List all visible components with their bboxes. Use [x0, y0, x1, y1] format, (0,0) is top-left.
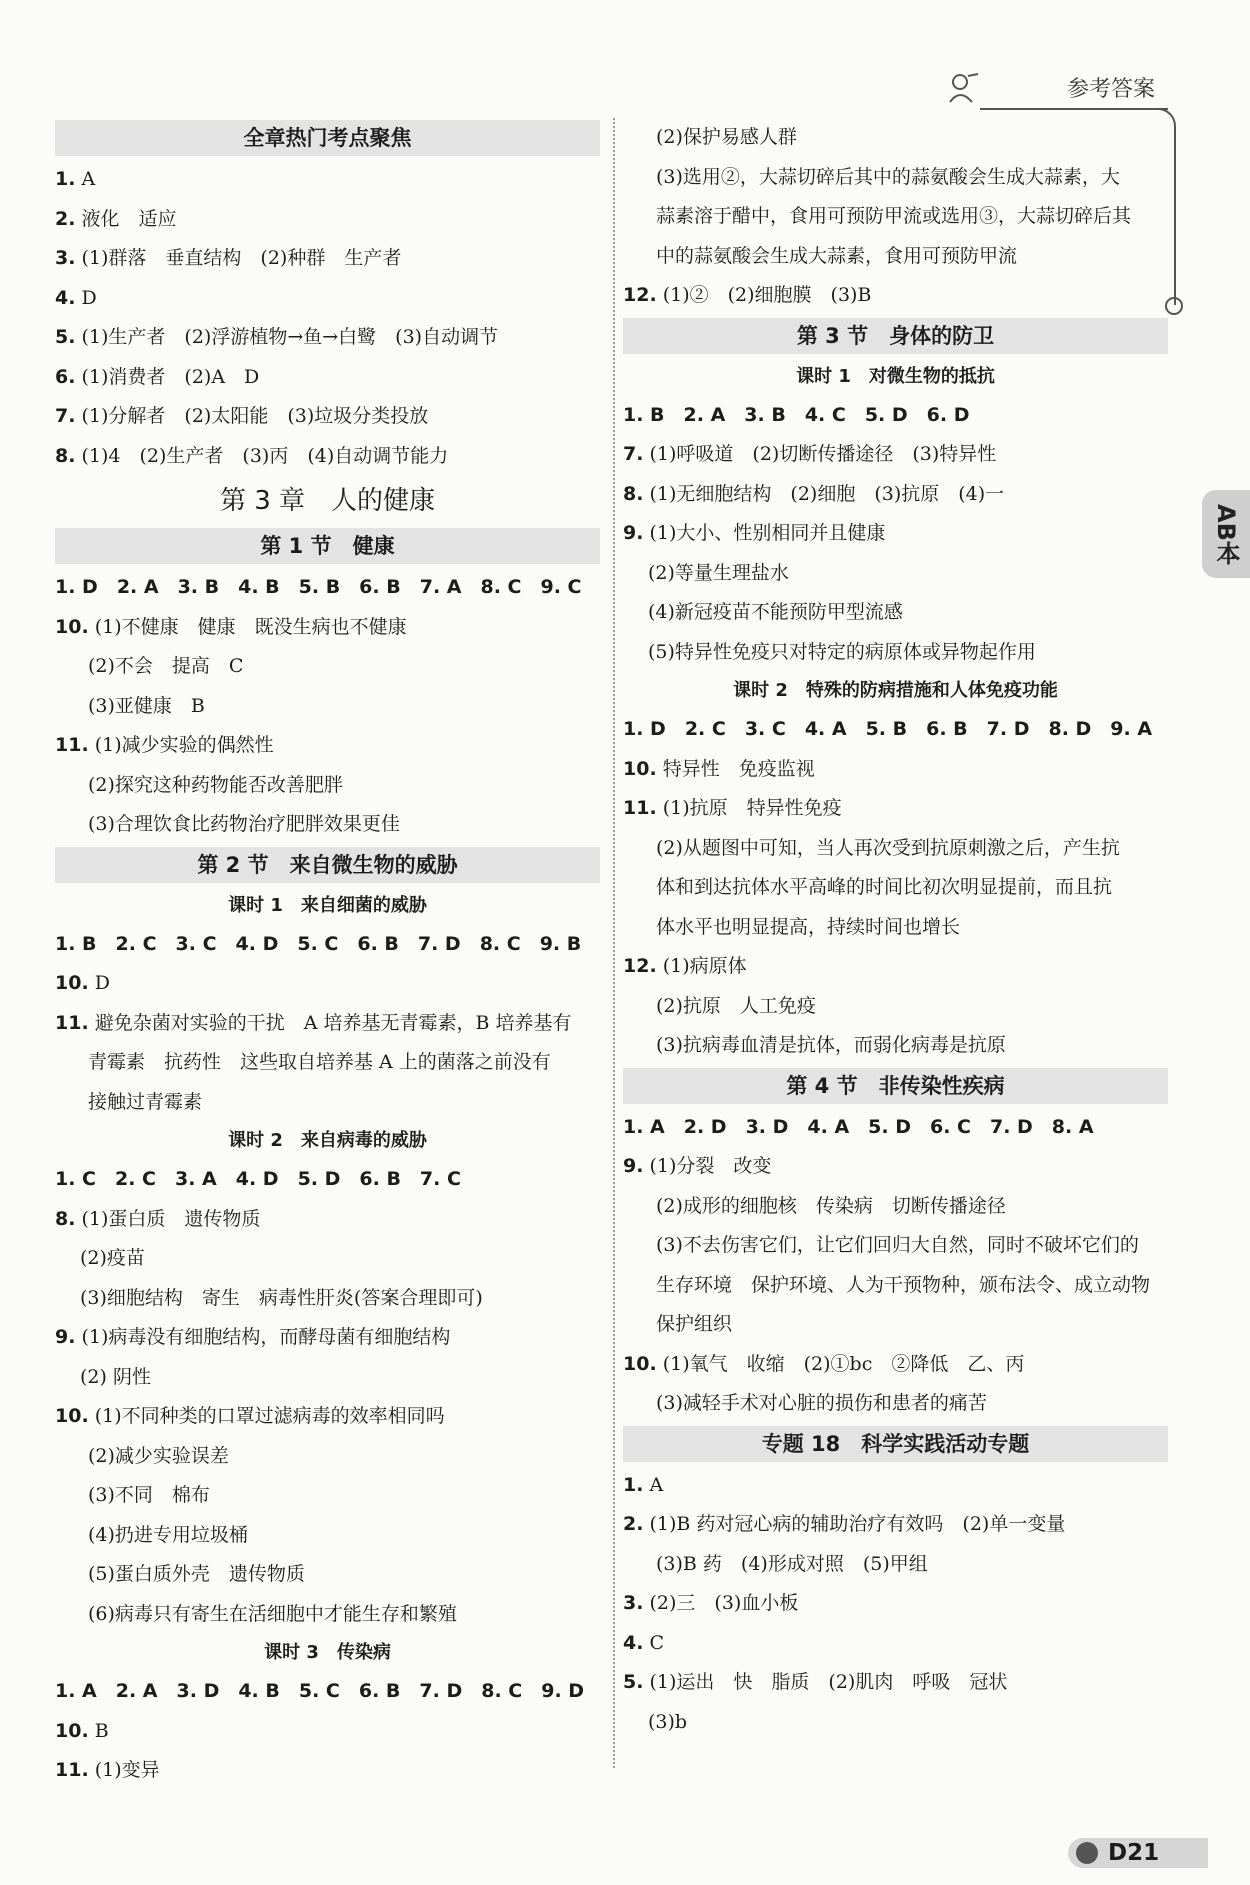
student-icon: [948, 70, 982, 104]
answer-line: [623, 237, 1168, 277]
answer-line: [55, 1239, 600, 1279]
answer-text: 1. A 2. D 3. D 4. A 5. D 6. C 7. D 8. A: [623, 1115, 1094, 1138]
answer-line: [55, 1279, 600, 1319]
answer-text: 1. A 2. A 3. D 4. B 5. C 6. B 7. D 8. C 9. D: [55, 1680, 585, 1702]
answer-line: [55, 1516, 600, 1556]
answer-text: (1)运出 快 脂质 (2)肌肉 呼吸 冠状: [649, 1671, 1008, 1693]
answer-line: [623, 750, 1168, 790]
answer-line: [55, 358, 600, 398]
answer-line: [623, 1584, 1168, 1624]
answer-text: C: [649, 1631, 665, 1654]
question-number: 10.: [55, 972, 89, 994]
question-number: 5.: [55, 326, 76, 348]
question-number: 11.: [623, 797, 657, 819]
answer-line: [55, 1555, 600, 1595]
answer-line: [623, 396, 1168, 436]
answer-text: A: [81, 168, 96, 190]
answer-text: B: [94, 1719, 109, 1742]
answer-line: [55, 279, 600, 319]
answer-text: (1)病原体: [662, 955, 747, 977]
answer-line: [55, 1043, 600, 1083]
answer-line: [55, 1397, 600, 1437]
answer-text: (2)不会 提高 C: [88, 655, 244, 677]
question-number: 12.: [623, 284, 657, 306]
answer-text: (4)扔进专用垃圾桶: [88, 1523, 248, 1546]
answer-line: [623, 829, 1168, 869]
answer-line: [623, 1026, 1168, 1066]
answer-line: [55, 805, 600, 845]
answer-line: [55, 726, 600, 766]
answer-line: [623, 475, 1168, 515]
answer-text: 保护组织: [656, 1313, 733, 1335]
answer-line: [623, 633, 1168, 673]
question-number: 9.: [623, 1155, 644, 1177]
left-column: [55, 118, 600, 1791]
lesson-heading: 课时 2 特殊的防病措施和人体免疫功能: [733, 680, 1058, 701]
answer-text: (3)合理饮食比药物治疗肥胖效果更佳: [88, 813, 400, 835]
answer-text: (2)三 (3)血小板: [649, 1592, 799, 1614]
answer-line: [55, 318, 600, 358]
answer-text: (1)无细胞结构 (2)细胞 (3)抗原 (4)一: [649, 482, 1005, 505]
answer-text: (1)不健康 健康 既没生病也不健康: [94, 615, 407, 638]
answer-text: (1)生产者 (2)浮游植物→鱼→白鹭 (3)自动调节: [81, 326, 499, 348]
answer-text: 生存环境 保护环境、人为干预物种，颁布法令、成立动物: [656, 1273, 1151, 1296]
answer-text: 青霉素 抗药性 这些取自培养基 A 上的菌落之前没有: [88, 1051, 551, 1073]
disc-icon: [1076, 1842, 1098, 1864]
answer-line: [55, 1200, 600, 1240]
answer-text: (1)不同种类的口罩过滤病毒的效率相同吗: [94, 1405, 445, 1427]
answer-text: (1)蛋白质 遗传物质: [81, 1207, 261, 1230]
answer-text: (1)② (2)细胞膜 (3)B: [662, 284, 872, 306]
answer-line: [55, 160, 600, 200]
header-label: 参考答案: [1066, 77, 1155, 102]
chapter-title: 第 3 章 人的健康: [219, 486, 436, 516]
question-number: 2.: [623, 1513, 644, 1535]
answer-text: (1)群落 垂直结构 (2)种群 生产者: [81, 247, 402, 269]
answer-text: 1. D 2. A 3. B 4. B 5. B 6. B 7. A 8. C 9. C: [55, 576, 582, 598]
answer-text: 1. D 2. C 3. C 4. A 5. B 6. B 7. D 8. D 9. A: [623, 718, 1153, 740]
answer-line: [623, 1108, 1168, 1148]
answer-text: 1. B 2. C 3. C 4. D 5. C 6. B 7. D 8. C 9. B: [55, 932, 582, 955]
question-number: 8.: [55, 1207, 76, 1230]
answer-line: [623, 554, 1168, 594]
answer-line: [55, 1004, 600, 1044]
answer-line: [623, 158, 1168, 198]
answer-text: (1)消费者 (2)A D: [81, 365, 260, 388]
answer-text: (2)成形的细胞核 传染病 切断传播途径: [656, 1194, 1006, 1217]
answer-line: [623, 868, 1168, 908]
answer-line: [623, 1226, 1168, 1266]
answer-line: [623, 435, 1168, 475]
section-heading: 第 2 节 来自微生物的威胁: [55, 847, 600, 883]
answer-line: [55, 608, 600, 648]
answer-line: [55, 437, 600, 477]
side-tab: AB本: [1202, 490, 1250, 578]
question-number: 10.: [55, 1405, 89, 1427]
answer-text: 液化 适应: [81, 207, 177, 230]
answer-text: (3)抗病毒血清是抗体，而弱化病毒是抗原: [656, 1034, 1006, 1056]
answer-line: [623, 1663, 1168, 1703]
answer-line: [55, 239, 600, 279]
answer-text: (6)病毒只有寄生在活细胞中才能生存和繁殖: [88, 1602, 457, 1625]
answer-text: (1)病毒没有细胞结构，而酵母菌有细胞结构: [81, 1326, 451, 1348]
page-number-badge: [1068, 1838, 1208, 1868]
answer-text: (2)从题图中可知，当人再次受到抗原刺激之后，产生抗: [656, 836, 1120, 859]
question-number: 6.: [55, 365, 76, 388]
question-number: 2.: [55, 207, 76, 230]
question-number: 10.: [55, 1719, 89, 1742]
answer-text: 体和到达抗体水平高峰的时间比初次明显提前，而且抗: [656, 876, 1113, 898]
answer-text: (3)B 药 (4)形成对照 (5)甲组: [656, 1552, 928, 1575]
question-number: 8.: [623, 482, 644, 505]
answer-text: (1)抗原 特异性免疫: [662, 797, 842, 819]
lesson-heading: 课时 2 来自病毒的威胁: [228, 1130, 427, 1151]
answer-text: (4)新冠疫苗不能预防甲型流感: [648, 601, 903, 623]
answer-line: [623, 1266, 1168, 1306]
answer-text: (3)亚健康 B: [88, 694, 205, 717]
answer-line: [623, 1187, 1168, 1227]
answer-text: (3)不同 棉布: [88, 1484, 210, 1506]
answer-text: (2)保护易感人群: [656, 126, 797, 148]
answer-line: [55, 1751, 600, 1791]
answer-text: 特异性 免疫监视: [662, 757, 815, 780]
answer-text: (1)大小、性别相同并且健康: [649, 522, 886, 544]
question-number: 7.: [55, 405, 76, 427]
answer-line: [623, 987, 1168, 1027]
question-number: 3.: [55, 247, 76, 269]
answer-line: [55, 397, 600, 437]
page-number: D21: [1108, 1840, 1160, 1866]
answer-text: 1. B 2. A 3. B 4. C 5. D 6. D: [623, 403, 970, 426]
answer-text: 体水平也明显提高，持续时间也增长: [656, 915, 961, 938]
answer-line: [623, 908, 1168, 948]
section-heading: 第 3 节 身体的防卫: [623, 318, 1168, 354]
lesson-heading: 课时 3 传染病: [264, 1642, 391, 1663]
answer-text: (2)减少实验误差: [88, 1444, 229, 1467]
answer-text: D: [81, 286, 97, 309]
answer-text: (3)细胞结构 寄生 病毒性肝炎(答案合理即可): [80, 1286, 483, 1309]
answer-line: [623, 118, 1168, 158]
answer-text: 接触过青霉素: [88, 1090, 203, 1113]
answer-line: [55, 925, 600, 965]
question-number: 11.: [55, 1011, 89, 1034]
answer-line: [623, 1703, 1168, 1743]
question-number: 4.: [55, 286, 76, 309]
answer-line: [623, 1305, 1168, 1345]
answer-line: [55, 1160, 600, 1200]
answer-text: 避免杂菌对实验的干扰 A 培养基无青霉素，B 培养基有: [94, 1011, 572, 1034]
answer-text: (1)变异: [94, 1759, 160, 1781]
answer-text: (5)特异性免疫只对特定的病原体或异物起作用: [648, 640, 1036, 663]
answer-line: [55, 647, 600, 687]
answer-text: (1)4 (2)生产者 (3)丙 (4)自动调节能力: [81, 444, 449, 467]
answer-text: (2)探究这种药物能否改善肥胖: [88, 773, 343, 796]
answer-text: (1)减少实验的偶然性: [94, 734, 274, 756]
answer-line: [623, 947, 1168, 987]
answer-line: [623, 1624, 1168, 1664]
section-heading: 第 1 节 健康: [55, 528, 600, 564]
column-divider: [613, 118, 615, 1768]
answer-line: [55, 568, 600, 608]
answer-line: [55, 766, 600, 806]
question-number: 11.: [55, 734, 89, 756]
answer-line: [55, 687, 600, 727]
answer-text: (2)抗原 人工免疫: [656, 994, 816, 1017]
question-number: 12.: [623, 955, 657, 977]
answer-text: 蒜素溶于醋中，食用可预防甲流或选用③，大蒜切碎后其: [656, 205, 1132, 227]
section-heading: 专题 18 科学实践活动专题: [623, 1426, 1168, 1462]
answer-text: (2)等量生理盐水: [648, 561, 789, 584]
answer-text: (1)分裂 改变: [649, 1155, 772, 1177]
section-heading: 全章热门考点聚焦: [55, 120, 600, 156]
answer-text: (3)不去伤害它们，让它们回归大自然，同时不破坏它们的: [656, 1234, 1139, 1256]
answer-line: [623, 789, 1168, 829]
answer-text: 1. C 2. C 3. A 4. D 5. D 6. B 7. C: [55, 1168, 461, 1190]
section-heading: 第 4 节 非传染性疾病: [623, 1068, 1168, 1104]
right-column: [623, 118, 1168, 1742]
answer-text: (1)分解者 (2)太阳能 (3)垃圾分类投放: [81, 405, 429, 427]
answer-line: [55, 1672, 600, 1712]
answer-line: [55, 1318, 600, 1358]
answer-line: [623, 1384, 1168, 1424]
answer-text: D: [94, 972, 110, 994]
answer-line: [623, 514, 1168, 554]
answer-line: [55, 1437, 600, 1477]
lesson-heading: 课时 1 来自细菌的威胁: [228, 894, 427, 916]
question-number: 10.: [623, 757, 657, 780]
answer-line: [55, 1083, 600, 1123]
answer-line: [623, 1545, 1168, 1585]
question-number: 10.: [623, 1352, 657, 1375]
question-number: 3.: [623, 1592, 644, 1614]
answer-text: (1)氧气 收缩 (2)①bc ②降低 乙、丙: [662, 1352, 1025, 1375]
question-number: 7.: [623, 443, 644, 465]
answer-text: (1)呼吸道 (2)切断传播途径 (3)特异性: [649, 443, 997, 465]
answer-text: (2)疫苗: [80, 1247, 145, 1269]
answer-line: [623, 1505, 1168, 1545]
question-number: 9.: [623, 522, 644, 544]
answer-line: [623, 1345, 1168, 1385]
answer-line: [623, 1147, 1168, 1187]
answer-text: A: [649, 1473, 664, 1496]
question-number: 8.: [55, 444, 76, 467]
answer-text: 中的蒜氨酸会生成大蒜素，食用可预防甲流: [656, 244, 1018, 267]
answer-text: (3)选用②，大蒜切碎后其中的蒜氨酸会生成大蒜素，大: [656, 165, 1120, 188]
answer-line: [623, 593, 1168, 633]
answer-line: [55, 964, 600, 1004]
answer-line: [623, 1466, 1168, 1506]
answer-text: (2) 阴性: [80, 1365, 151, 1388]
answer-line: [55, 1712, 600, 1752]
question-number: 10.: [55, 615, 89, 638]
answer-line: [55, 1358, 600, 1398]
answer-text: (3)减轻手术对心脏的损伤和患者的痛苦: [656, 1392, 987, 1414]
answer-text: (1)B 药对冠心病的辅助治疗有效吗 (2)单一变量: [649, 1513, 1066, 1535]
answer-text: (5)蛋白质外壳 遗传物质: [88, 1563, 305, 1585]
answer-line: [623, 710, 1168, 750]
question-number: 5.: [623, 1671, 644, 1693]
answer-line: [55, 1476, 600, 1516]
question-number: 4.: [623, 1631, 644, 1654]
question-number: 9.: [55, 1326, 76, 1348]
answer-line: [55, 200, 600, 240]
question-number: 1.: [623, 1473, 644, 1496]
answer-line: [623, 276, 1168, 316]
answer-line: [623, 197, 1168, 237]
question-number: 11.: [55, 1759, 89, 1781]
question-number: 1.: [55, 168, 76, 190]
lesson-heading: 课时 1 对微生物的抵抗: [796, 365, 995, 387]
answer-text: (3)b: [648, 1710, 688, 1733]
header-rule: [980, 108, 1168, 110]
answer-line: [55, 1595, 600, 1635]
